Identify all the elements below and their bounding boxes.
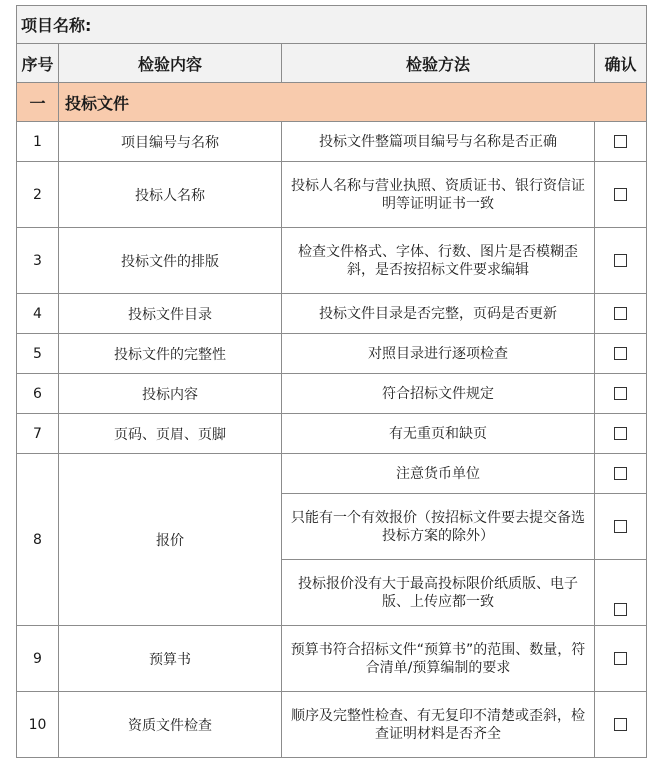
confirm-cell[interactable]	[595, 454, 647, 494]
table-row	[17, 454, 647, 494]
row-method: 检查文件格式、字体、行数、图片是否模糊歪斜，是否按招标文件要求编辑	[282, 228, 595, 294]
confirm-cell[interactable]	[595, 494, 647, 560]
row-method: 对照目录进行逐项检查	[282, 334, 595, 374]
checkbox-icon[interactable]	[614, 718, 627, 731]
row-num: 10	[17, 692, 59, 758]
row-method: 符合招标文件规定	[282, 374, 595, 414]
row-item: 页码、页眉、页脚	[59, 414, 282, 454]
confirm-cell[interactable]	[595, 122, 647, 162]
confirm-cell[interactable]	[595, 334, 647, 374]
table-row	[17, 294, 647, 334]
row-num: 1	[17, 122, 59, 162]
row-num: 2	[17, 162, 59, 228]
confirm-cell[interactable]	[595, 560, 647, 626]
header-method: 检验方法	[282, 44, 595, 83]
row-item: 投标内容	[59, 374, 282, 414]
table-row	[17, 122, 647, 162]
row-method: 投标文件整篇项目编号与名称是否正确	[282, 122, 595, 162]
row-num: 4	[17, 294, 59, 334]
confirm-cell[interactable]	[595, 162, 647, 228]
row-method: 投标人名称与营业执照、资质证书、银行资信证明等证明证书一致	[282, 162, 595, 228]
checklist-table	[16, 5, 647, 758]
row-item: 投标文件的完整性	[59, 334, 282, 374]
checkbox-icon[interactable]	[614, 387, 627, 400]
header-confirm: 确认	[595, 44, 647, 83]
header-num: 序号	[17, 44, 59, 83]
table-row	[17, 334, 647, 374]
confirm-cell[interactable]	[595, 228, 647, 294]
row-num: 7	[17, 414, 59, 454]
row-item: 投标文件的排版	[59, 228, 282, 294]
checkbox-icon[interactable]	[614, 603, 627, 616]
checkbox-icon[interactable]	[614, 188, 627, 201]
confirm-cell[interactable]	[595, 692, 647, 758]
confirm-cell[interactable]	[595, 294, 647, 334]
checkbox-icon[interactable]	[614, 427, 627, 440]
row-item: 投标人名称	[59, 162, 282, 228]
checkbox-icon[interactable]	[614, 307, 627, 320]
row-item: 投标文件目录	[59, 294, 282, 334]
checkbox-icon[interactable]	[614, 652, 627, 665]
project-name-label: 项目名称:	[17, 6, 647, 44]
checkbox-icon[interactable]	[614, 347, 627, 360]
table-row	[17, 626, 647, 692]
checkbox-icon[interactable]	[614, 254, 627, 267]
table-row	[17, 228, 647, 294]
row-item: 报价	[59, 454, 282, 626]
row-num: 6	[17, 374, 59, 414]
row-num: 9	[17, 626, 59, 692]
row-method: 预算书符合招标文件“预算书”的范围、数量，符合清单/预算编制的要求	[282, 626, 595, 692]
confirm-cell[interactable]	[595, 626, 647, 692]
row-num: 5	[17, 334, 59, 374]
row-item: 资质文件检查	[59, 692, 282, 758]
title-row	[17, 6, 647, 44]
row-item: 预算书	[59, 626, 282, 692]
row-item: 项目编号与名称	[59, 122, 282, 162]
section-title: 投标文件	[59, 83, 647, 122]
row-method: 只能有一个有效报价（按招标文件要去提交备选投标方案的除外）	[282, 494, 595, 560]
table-row	[17, 414, 647, 454]
checkbox-icon[interactable]	[614, 135, 627, 148]
row-method: 注意货币单位	[282, 454, 595, 494]
table-row	[17, 374, 647, 414]
section-row	[17, 83, 647, 122]
row-method: 投标报价没有大于最高投标限价纸质版、电子版、上传应都一致	[282, 560, 595, 626]
checkbox-icon[interactable]	[614, 520, 627, 533]
section-num: 一	[17, 83, 59, 122]
table-row	[17, 162, 647, 228]
row-method: 顺序及完整性检查、有无复印不清楚或歪斜，检查证明材料是否齐全	[282, 692, 595, 758]
header-item: 检验内容	[59, 44, 282, 83]
row-method: 投标文件目录是否完整，页码是否更新	[282, 294, 595, 334]
header-row	[17, 44, 647, 83]
table-row	[17, 692, 647, 758]
row-method: 有无重页和缺页	[282, 414, 595, 454]
row-num: 8	[17, 454, 59, 626]
confirm-cell[interactable]	[595, 374, 647, 414]
confirm-cell[interactable]	[595, 414, 647, 454]
row-num: 3	[17, 228, 59, 294]
checkbox-icon[interactable]	[614, 467, 627, 480]
